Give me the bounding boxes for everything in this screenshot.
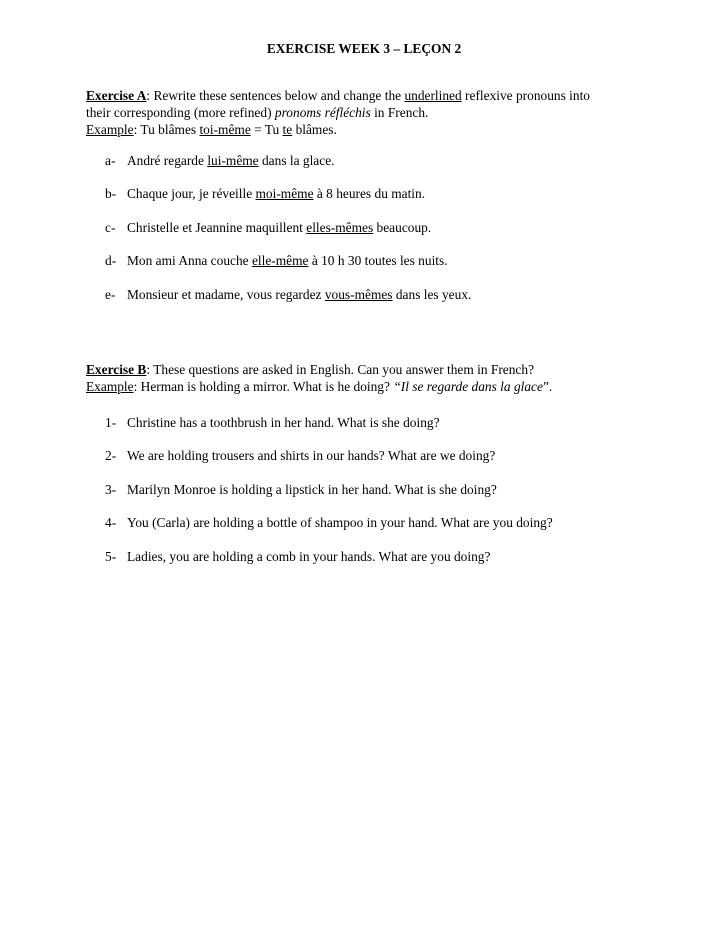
exercise-a-example-2: = Tu [250,122,283,137]
item-underlined-pronoun: vous-mêmes [324,287,393,302]
exercise-a-instructions [86,87,646,138]
exercise-a-instr-underlined: underlined [404,88,462,103]
exercise-a-instr-3: their corresponding (more refined) [86,105,275,120]
exercise-b-item [105,548,490,565]
item-text-pre: Christelle et Jeannine maquillent [127,220,307,235]
exercise-a-label: Exercise A [86,88,147,103]
item-marker: e- [105,287,116,302]
exercise-b-instructions [86,361,646,395]
exercise-a-example-label: Example [86,122,134,137]
exercise-b-example-label: Example [86,379,134,394]
item-text-pre: Mon ami Anna couche [127,253,252,268]
page-title: EXERCISE WEEK 3 – LEÇON 2 [266,41,462,56]
item-text-post: à 10 h 30 toutes les nuits. [308,253,448,268]
exercise-a-instr-4: in French. [370,105,429,120]
exercise-b-item [105,481,497,498]
exercise-a-instr-italic: pronoms réfléchis [274,105,371,120]
exercise-b-example-1: : Herman is holding a mirror. What is he doing? [133,379,394,394]
exercise-a-example-1: : Tu blâmes [133,122,200,137]
item-marker: b- [105,186,117,201]
item-marker: 1- [105,415,117,430]
item-marker: 5- [105,549,117,564]
item-text: Ladies, you are holding a comb in your hands. What are you doing? [127,549,491,564]
exercise-a-example-underlined-1: toi-même [199,122,251,137]
item-text-pre: André regarde [127,153,208,168]
exercise-a-item [105,185,425,202]
item-marker: 4- [105,515,117,530]
exercise-a-example-underlined-2: te [282,122,293,137]
exercise-b-example-italic: “Il se regarde dans la glace [393,379,543,394]
item-text-post: dans la glace. [258,153,335,168]
item-text-pre: Chaque jour, je réveille [127,186,256,201]
item-text-post: beaucoup. [373,220,432,235]
exercise-b-label: Exercise B [86,362,147,377]
item-underlined-pronoun: elles-mêmes [306,220,374,235]
exercise-a-example-3: blâmes. [292,122,337,137]
item-underlined-pronoun: moi-même [255,186,314,201]
exercise-b-example-2: ”. [542,379,553,394]
exercise-b-instr-1: These questions are asked in English. Can you answer them in French? [150,362,535,377]
item-marker: a- [105,153,116,168]
item-text: Marilyn Monroe is holding a lipstick in her hand. What is she doing? [127,482,497,497]
exercise-b-colon: : [146,362,151,377]
item-text-post: dans les yeux. [392,287,472,302]
exercise-a-colon: : [146,88,151,103]
item-marker: 2- [105,448,117,463]
item-marker: 3- [105,482,117,497]
exercise-a-instr-1: Rewrite these sentences below and change the [150,88,405,103]
exercise-a-item [105,152,335,169]
item-marker: d- [105,253,117,268]
item-underlined-pronoun: elle-même [251,253,309,268]
item-marker: c- [105,220,116,235]
item-text-post: à 8 heures du matin. [313,186,426,201]
item-text-pre: Monsieur et madame, vous regardez [127,287,325,302]
exercise-a-item [105,286,471,303]
item-text: Christine has a toothbrush in her hand. What is she doing? [127,415,440,430]
exercise-b-item [105,414,440,431]
exercise-b-item [105,447,495,464]
item-underlined-pronoun: lui-même [207,153,259,168]
exercise-b-item [105,514,553,531]
exercise-a-item [105,219,431,236]
item-text: You (Carla) are holding a bottle of shampoo in your hand. What are you doing? [127,515,553,530]
item-text: We are holding trousers and shirts in our hands? What are we doing? [127,448,496,463]
exercise-a-instr-2: reflexive pronouns into [461,88,590,103]
exercise-a-item [105,252,448,269]
